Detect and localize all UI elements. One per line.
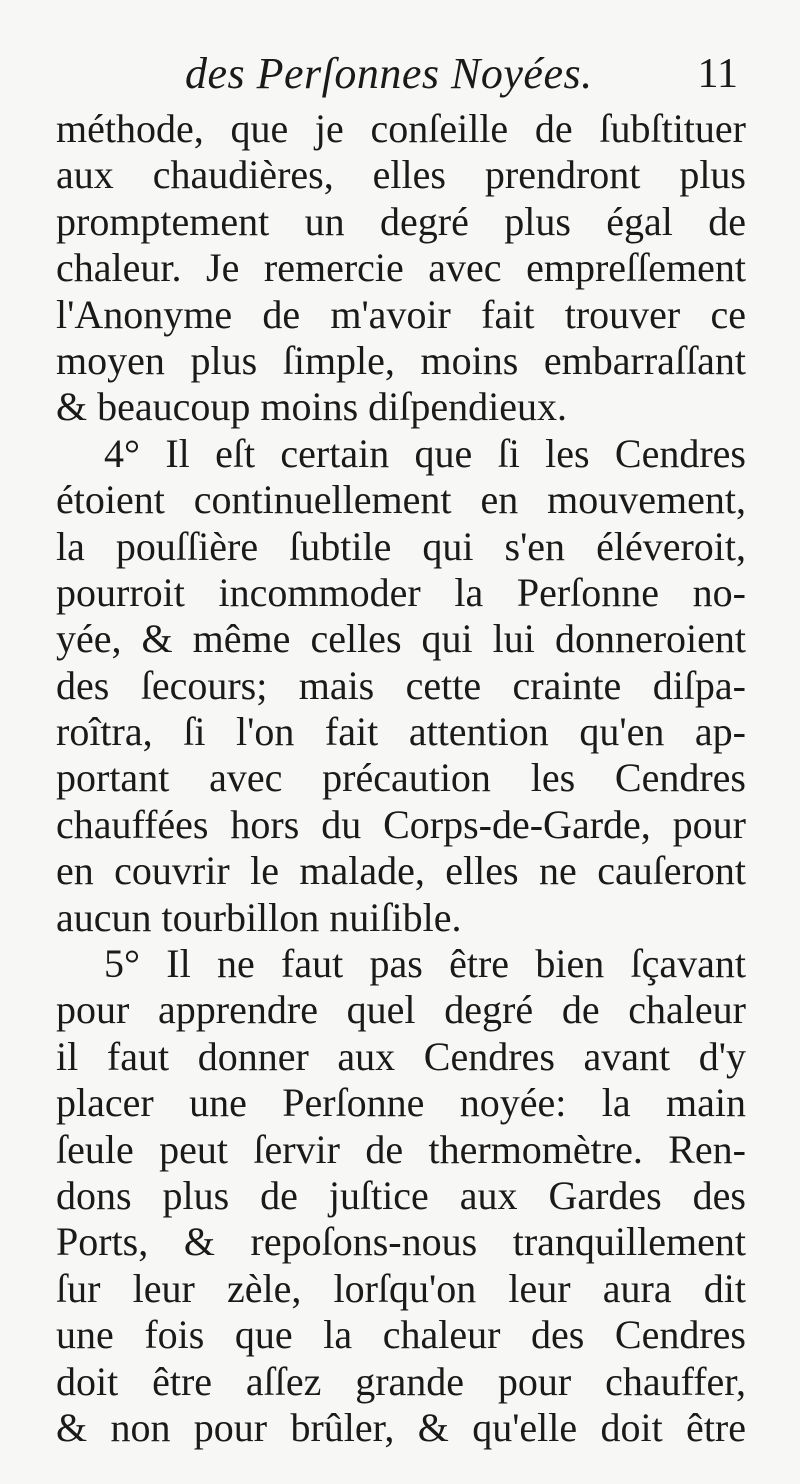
text-line: ſeule peut ſervir de thermomètre. Ren- [56,1126,746,1172]
text-line: & non pour brûler, & qu'elle doit être [56,1404,746,1450]
paragraph [56,431,746,941]
text-line: une fois que la chaleur des Cendres [56,1312,746,1358]
text-line: Ports, & repoſons-nous tranquillement [56,1219,746,1265]
text-line: étoient continuellement en mouvement, [56,477,746,523]
text-line: aux chaudières, elles prendront plus [56,152,746,198]
running-title: des Perſonnes Noyées. [185,49,593,98]
text-line: & beaucoup moins diſpendieux. [56,384,568,430]
text-line: l'Anonyme de m'avoir fait trouver ce [56,291,746,337]
text-line: ſur leur zèle, lorſqu'on leur aura dit [56,1265,746,1311]
text-line: moyen plus ſimple, moins embarraſſant [56,337,746,383]
text-line: dons plus de juſtice aux Gardes des [56,1172,746,1218]
text-line: placer une Perſonne noyée: la main [56,1080,746,1126]
text-line: des ſecours; mais cette crainte diſpa- [56,662,746,708]
text-line: roîtra, ſi l'on fait attention qu'en ap- [56,709,746,755]
text-line: chauffées hors du Corps-de-Garde, pour [56,801,746,847]
text-line: méthode, que je conſeille de ſubſtituer [56,106,746,151]
text-line: la pouſſière ſubtile qui s'en éléveroit, [56,523,746,569]
text-line: promptement un degré plus égal de [56,198,746,244]
text-line: pour apprendre quel degré de chaleur [56,987,746,1033]
text-line: aucun tourbillon nuiſible. [56,894,462,940]
text-line: chaleur. Je remercie avec empreſſement [56,245,746,291]
text-line: pourroit incommoder la Perſonne no- [56,569,746,615]
text-line: yée, & même celles qui lui donneroient [56,616,746,662]
text-line: en couvrir le malade, elles ne cauſeront [56,848,746,894]
page-header [185,46,750,102]
text-line: 4° Il eſt certain que ſi les Cendres [104,430,746,476]
text-line: 5° Il ne faut pas être bien ſçavant [104,941,746,987]
paragraph [56,106,746,431]
page-number: 11 [697,51,738,97]
text-line: portant avec précaution les Cendres [56,755,746,801]
text-line: il faut donner aux Cendres avant d'y [56,1033,746,1079]
text-line: doit être aſſez grande pour chauffer, [56,1358,746,1404]
body-text [56,106,746,1451]
paragraph [56,941,746,1451]
